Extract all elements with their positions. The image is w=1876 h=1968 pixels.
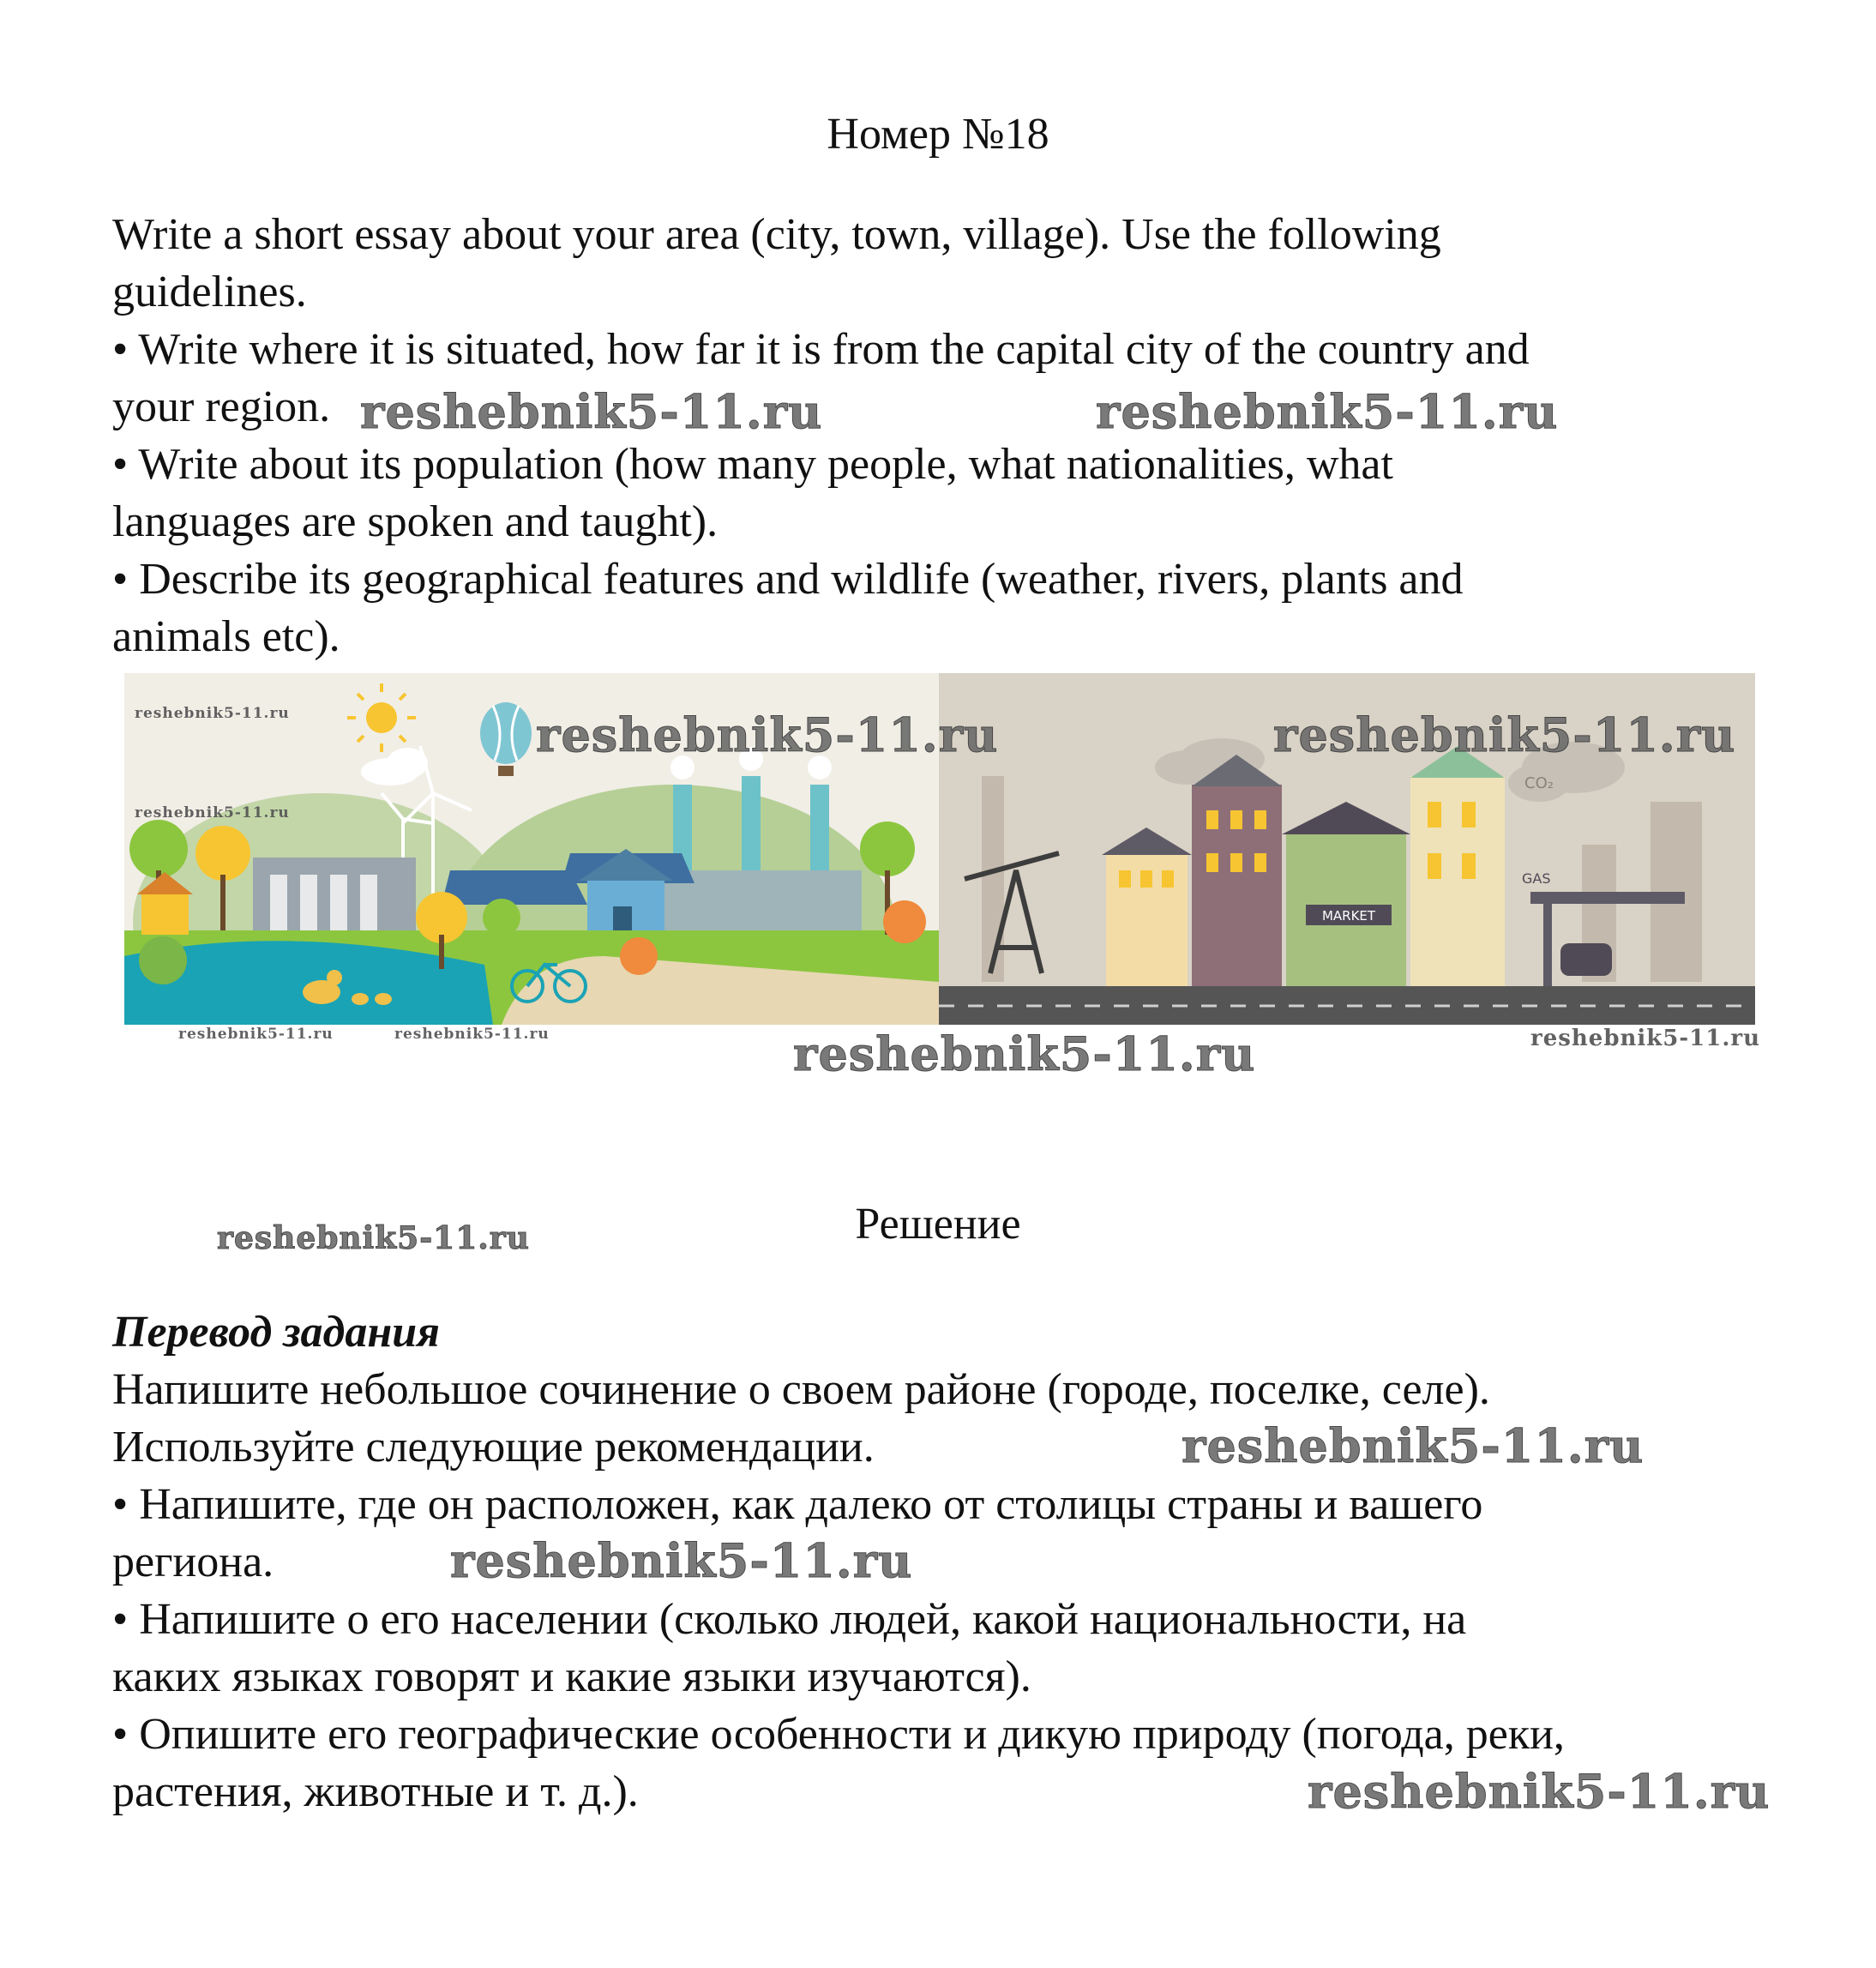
solution-line: • Напишите о его населении (сколько людей, какой национальности, на bbox=[112, 1595, 1467, 1644]
watermark: reshebnik5-11.ru bbox=[360, 384, 823, 439]
task-line: • Write where it is situated, how far it is from the capital city of the country and bbox=[112, 325, 1530, 374]
task-line: languages are spoken and taught). bbox=[112, 497, 719, 546]
solution-heading: Решение bbox=[855, 1200, 1021, 1249]
market-sign-text: MARKET bbox=[1321, 908, 1376, 924]
watermark: reshebnik5-11.ru bbox=[450, 1533, 913, 1588]
solution-line: растения, животные и т. д.). bbox=[112, 1767, 639, 1816]
translation-subheading: Перевод задания bbox=[112, 1308, 440, 1357]
solution-line: • Опишите его географические особенности и дикую природу (погода, реки, bbox=[112, 1710, 1565, 1759]
watermark: reshebnik5-11.ru bbox=[135, 705, 290, 722]
watermark: reshebnik5-11.ru bbox=[1530, 1026, 1761, 1051]
task-line: • Write about its population (how many people, what nationalities, what bbox=[112, 440, 1393, 489]
solution-line: каких языках говорят и какие языки изучаются). bbox=[112, 1652, 1031, 1701]
solution-text bbox=[112, 1303, 1827, 1821]
page-title: Номер №18 bbox=[827, 110, 1049, 159]
task-line: Write a short essay about your area (city, town, village). Use the following bbox=[112, 210, 1441, 259]
solution-line: Используйте следующие рекомендации. bbox=[112, 1423, 875, 1471]
task-line: • Describe its geographical features and wildlife (weather, rivers, plants and bbox=[112, 555, 1464, 604]
solution-line: • Напишите, где он расположен, как далеко от столицы страны и вашего bbox=[112, 1480, 1483, 1529]
market-sign bbox=[1306, 905, 1392, 925]
watermark: reshebnik5-11.ru bbox=[536, 707, 999, 762]
co2-text: CO₂ bbox=[1524, 774, 1554, 792]
task-line: guidelines. bbox=[112, 268, 307, 316]
watermark: reshebnik5-11.ru bbox=[1273, 707, 1736, 762]
watermark: reshebnik5-11.ru bbox=[394, 1026, 550, 1043]
watermark: reshebnik5-11.ru bbox=[1182, 1418, 1645, 1473]
gas-sign-text: GAS bbox=[1522, 870, 1551, 887]
watermark: reshebnik5-11.ru bbox=[178, 1026, 334, 1043]
solution-line: региона. bbox=[112, 1538, 274, 1586]
watermark: reshebnik5-11.ru bbox=[793, 1026, 1256, 1081]
co2-cloud bbox=[1508, 764, 1570, 802]
watermark: reshebnik5-11.ru bbox=[1308, 1764, 1771, 1819]
watermark: reshebnik5-11.ru bbox=[135, 804, 290, 822]
dam-icon bbox=[253, 858, 416, 935]
watermark: reshebnik5-11.ru bbox=[217, 1220, 530, 1256]
task-line: animals etc). bbox=[112, 612, 340, 661]
watermark: reshebnik5-11.ru bbox=[1096, 384, 1559, 439]
solution-line: Напишите небольшое сочинение о своем районе (городе, поселке, селе). bbox=[112, 1365, 1490, 1414]
task-line: your region. bbox=[112, 382, 331, 431]
